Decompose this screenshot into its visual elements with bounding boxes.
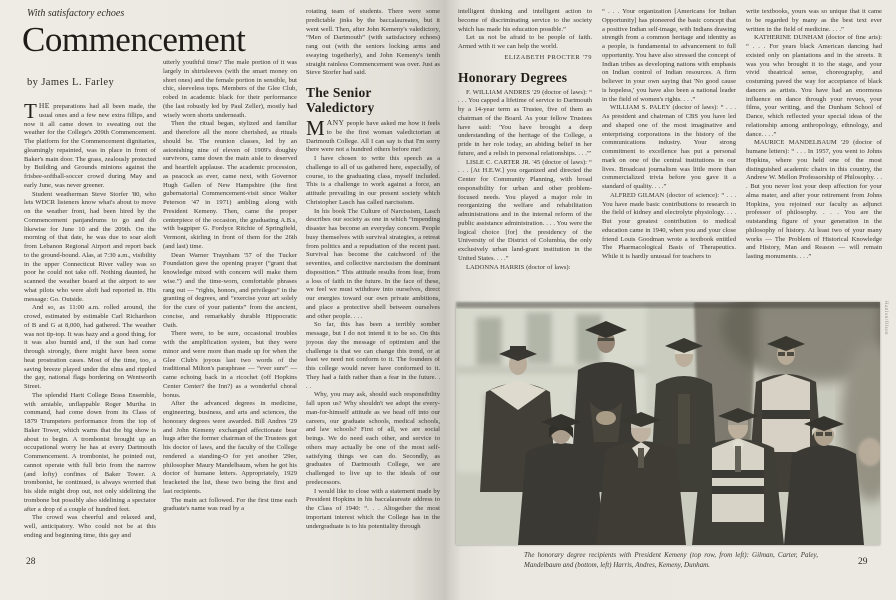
paragraph: LADONNA HARRIS (doctor of laws): — [466, 263, 571, 271]
paragraph: rotating team of students. There were some predictable jinks by the baccalaureates, but it went well. Then, after John Kemeny's valedictory, “Men of Dartmouth” (with satisfactory echoes) rang out (with the seniors locking arms and swaying togetherly), and John Kemeny's tenth straight rainless Commencement was over. Just as Steve Storfer had said. — [306, 8, 440, 77]
paragraph: THE preparations had all been made, the usual ones and a few new extra fillips, and now it all came down to sweating out the weather for the College's 209th Commencement. The platform for the Commencement dignitaries, gleamingly repainted, was in place in front of Baker's main door. The grass, zealously protected by Building and Grounds minions against the frisbee-softball-soccer crowd during May and early June, was never greener. — [24, 102, 156, 189]
paragraph: “ . . . Your organization [Americans for Indian Opportunity] has pioneered the basic concept that a positive Indian self-image, with Indians drawing strength from a common heritage and identity as a people, is fundamental to advancement to full opportunity. You have also stressed the concept of Indian tribes as developing nations with emphasis on Indian control of Indian resources. A firm believer in your own saying that 'No good cause is hopeless,' you have also been a national leader in the field of women's rights. . . .” — [602, 8, 736, 103]
paragraph: I have chosen to write this speech as a challenge to all of us gathered here, especially, of course, to the graduating class, myself included. This is a challenge to work against a force, an attitude prevailing in our present society which Christopher Lasch has called narcissism. — [306, 155, 440, 206]
paragraph: utterly youthful time? The male portion of it was largely in shirtsleeves (with the smart money on short ones) and the female portion in sensible, but chic, sleeveless tops. Members of the Glee Club, robed in academic black for their performance (the last robustly led by Paul Zeller), mostly had wisely worn shorts underneath. — [163, 59, 297, 119]
paragraph: intelligent thinking and intelligent action to become of discriminating service to the society which has made his education possible.” — [458, 8, 592, 33]
paragraph: F. WILLIAM ANDRES '29 (doctor of laws): “ . . . You capped a lifetime of service to Dartmouth by a 14-year term as Trustee, five of them as chairman of the Board. As your fellow Trustees have said: 'You have brought a deep understanding of the heritage of the College, a pride in her role today, an abiding belief in her future, and a relish in personal relationships. . . .'” — [458, 88, 592, 157]
text-column-5 — [602, 8, 736, 298]
section-heading-senior-valedictory: The Senior Valedictory — [306, 85, 375, 115]
paragraph: The main act followed. For the first time each graduate's name was read by a — [163, 496, 297, 513]
text-column-6 — [746, 8, 882, 302]
paragraph: MAURICE MANDELBAUM '29 (doctor of humane letters): “ . . . In 1957, you went to Johns Hopkins, where you held one of the most distinguished academic chairs in this country, the Andrew W. Mellon Professorship of Philosophy. . . . But you never lost your deep affection for your alma mater, and after your retirement from Johns Hopkins, you rejoined our faculty as adjunct professor of philosophy. . . . You are the outstanding figure of your generation in the philosophy of history. At least two of your many works — The Problem of Historical Knowledge and History, Man and Reason — will remain lasting monuments. . . .” — [746, 139, 882, 260]
paragraph: I would like to close with a statement made by President Hopkins in his baccalaureate address to the Class of 1940: “. . . Altogether the most important interest which the College has in the undergraduate is to his potentiality through — [306, 487, 440, 530]
attribution-signature: ELIZABETH PROCTER '79 — [504, 53, 592, 61]
paragraph: Student weatherman Steve Storfer '80, who lets WDCR listeners know what's about to move on the weather front, had been hired by the Commencement panjandrums to go and do likewise for June 10 and the 209th. On the morning of that date, he was due to soar aloft from Lebanon Regional Airport and report back to the ground-bound. Alas, at 7:30 a.m., visibility in the upper Connecticut River valley was so poor he could not take off. Nothing daunted, he scanned the weather board at the airport to see what pilots who were aloft had reported in. His message: Go. Outside. — [24, 190, 156, 303]
paragraph: There were, to be sure, occasional troubles with the amplification system, but they were minor and were more than made up for when the Glee Club's joyous last two words of the traditional Milton's paraphrase — “ever sure” — came echoing back in a ricochet (off Hopkins Center Center? the Inn?) as a wonderful choral bonus. — [163, 330, 297, 399]
paragraph: After the advanced degrees in medicine, engineering, business, and arts and sciences, the honorary degrees were awarded. Bill Andres '29 and John Kemeny exchanged affectionate bear hugs after the former chairman of the Trustees got his doctor of laws, and the faculty of the College rendered a standing-O for yet another '29er, philosopher Maury Mandelbaum, when he got his doctor of humane letters. Appropriately, 1929 bracketed the list, these two being the first and last recipients. — [163, 400, 297, 495]
paragraph: ALFRED GILMAN (doctor of science): “ . . . You have made basic contributions to research in the field of kidney and electrolyte physiology. . . . But your greatest contribution to medical education came in 1940, when you and your close friend Louis Goodman wrote a textbook entitled The Pharmacological Basis of Therapeutics. While it is hardly unusual for teachers to — [602, 191, 736, 260]
text-column-4 — [458, 8, 592, 298]
drop-cap: T — [24, 102, 37, 123]
photo-credit: Hanlon/Olson — [883, 301, 888, 336]
text-column-3 — [306, 8, 440, 560]
paragraph: And so, as 11:00 a.m. rolled around, the crowd, estimated by estimable Carl Richardson of B and G at 8,000, had gathered. The weather was not tip-top. It was hazy and a good thing, for it was also humid and, if the sun had come through strongly, there might have been some heat prostration cases. Most of the time, too, a saving breeze played under the elms and rippled the gay, national flags bordering on Wentworth Street. — [24, 304, 156, 390]
photo-caption: The honorary degree recipients with President Kemeny (top row, from left): Gilman, Carter, Paley, Mandelbaum and (bottom, left) Harris, Andres, Kemeny, Dunham. — [524, 551, 818, 569]
paragraph: Dean Warner Traynham '57 of the Tucker Foundation gave the opening prayer (“grant that knowledge mixed with concern will make them wise.”) and the time-worn, comfortable phrases rang out — “rights, honors, and privileges” in the granting of degrees, and “exercise your art solely for the cure of your patients” from the ancient, concise, and remarkably durable Hippocratic Oath. — [163, 251, 297, 329]
article-title: Commencement — [22, 20, 246, 59]
paragraph: In his book The Culture of Narcissism, Lasch describes our society as one in which “impending disaster has become an everyday concern. People busy themselves with survival strategies, a retreat from politics and a repudiation of the recent past. Survival has become the catchword of the seventies, and collective narcissism the dominant disposition.” This attitude results from fear, from a loss of faith in the future. In the face of these, we feel we must withdraw into ourselves, direct our energies toward our own private ambitions, and place a protective shell between ourselves and other people. . . . — [306, 207, 440, 320]
paragraph: LISLE C. CARTER JR. '45 (doctor of laws): “ . . . [At H.E.W.] you organized and directed the Center for Community Planning, with broad responsibility for urban and other problem-focused needs. You played a major role in reorganizing the welfare and rehabilitation administrations and in the internal reform of the public assistance administration. . . . You were the logical choice [for] the presidency of the University of the District of Columbia, the only exclusively urban land-grant institution in the United States. . . .” — [458, 158, 592, 262]
paragraph: So far, this has been a terribly somber message, but I do not intend it to be so. On this joyous day the message of optimism and the challenge is that we can change this trend, or at least we need not conform to it. The founders of this college would never have conformed to it. They had a faith rather than a fear in the future. . . . — [306, 321, 440, 390]
paragraph: Let us not be afraid to be people of faith. Armed with it we can help the world. — [458, 34, 592, 50]
page-number-right: 29 — [858, 557, 868, 567]
honorary-degrees-photo-illustration — [456, 302, 880, 545]
paragraph: MANY people have asked me how it feels to be the first woman valedictorian at Dartmouth College. All I can say is that I'm sorry there were not a hundred others before me! — [306, 116, 440, 154]
paragraph: The splendid Hartt College Brass Ensemble, with amiable, unflappable Roger Murtha in command, had come down from its Class of 1879 Trumpeters performance from the top of Baker Tower, which warns that the big show is about to begin. A trombonist brought up an occupational worry he has at every Dartmouth Commencement. A trombonist, he pointed out, cannot operate with full brio from the narrow (and lofty) confines of Baker Tower. A trombonist, he continued, is always worried that his slide might drop out, not only sidelining the trombone but possibly also sidelining a spectator after a drop of a couple of hundred feet. — [24, 391, 156, 513]
paragraph: write textbooks, yours was so unique that it came to be regarded by many as the best text ever written in the field of medicine. . . .” — [746, 8, 882, 33]
page-number-left: 28 — [26, 557, 36, 567]
paragraph: Why, you may ask, should such responsibility fall upon us? Why shouldn't we adopt the every-man-for-himself attitude as we head off into our careers, our graduate schools, medical schools, and law schools? First of all, we are social beings. We do need each other, and service to others may actually be one of the most self-satisfying things we can do. Secondly, as graduates of Dartmouth College, we are challenged to live up to the ideals of our predecessors. — [306, 391, 440, 486]
paragraph: WILLIAM S. PALEY (doctor of laws): “ . . . As president and chairman of CBS you have led and shaped one of the most imaginative and enterprising corporations in the history of the communications industry. Your strong commitment to excellence has put a personal mark on one of the central institutions in our lives. Broadcast journalism was little more than commercialized trivia before you gave it a standard of quality. . . .” — [602, 104, 736, 190]
paragraph: Then the ritual began, stylized and familiar and therefore all the more cherished, as rituals should be. The reunion classes, led by an astonishing nine of eleven of 1909's doughty survivors, came down the main aisle to deserved and heartfelt applause. The academic procession, as peacock as ever, came next, with Governor Hugh Gallen of New Hampshire (the first gubernatorial Commencement-visit since Walter Peterson '47 in 1971) ambling along with President Kemeny. Then, came the proper centerpiece of the occasion, the graduating A.B.s, with bagpiper G. Fordyce Ritchie of Springfield, Vermont, skirling in front of them for the 26th (and last) time. — [163, 120, 297, 250]
drop-cap: M — [306, 116, 325, 140]
paragraph: The crowd was cheerful and relaxed and, well, anticipatory. Who could not be at this ending and beginning time, this gay and — [24, 514, 156, 539]
paragraph: KATHERINE DUNHAM (doctor of fine arts): “ . . . For years black American dancing had existed only on plantations and in the streets. It was you who brought it to the stage, and your vivid theatrical sense, choreography, and costuming paved the way for acceptance of black dancers as artists. You have had an enormous influence on dance through your revues, your films, your writing, and the Dunham School of Dance, which reflected your special ideas of the relationship among anthropology, ethnology, and dance. . . .” — [746, 34, 882, 138]
magazine-page-left — [0, 0, 446, 600]
article-byline: by James L. Farley — [27, 77, 115, 88]
commencement-photo — [456, 302, 880, 545]
article-eyebrow: With satisfactory echoes — [27, 8, 125, 19]
magazine-page-right — [446, 0, 896, 600]
section-heading-honorary-degrees: Honorary Degrees — [458, 69, 568, 85]
text-column-1 — [24, 102, 156, 549]
text-column-2 — [163, 59, 297, 559]
